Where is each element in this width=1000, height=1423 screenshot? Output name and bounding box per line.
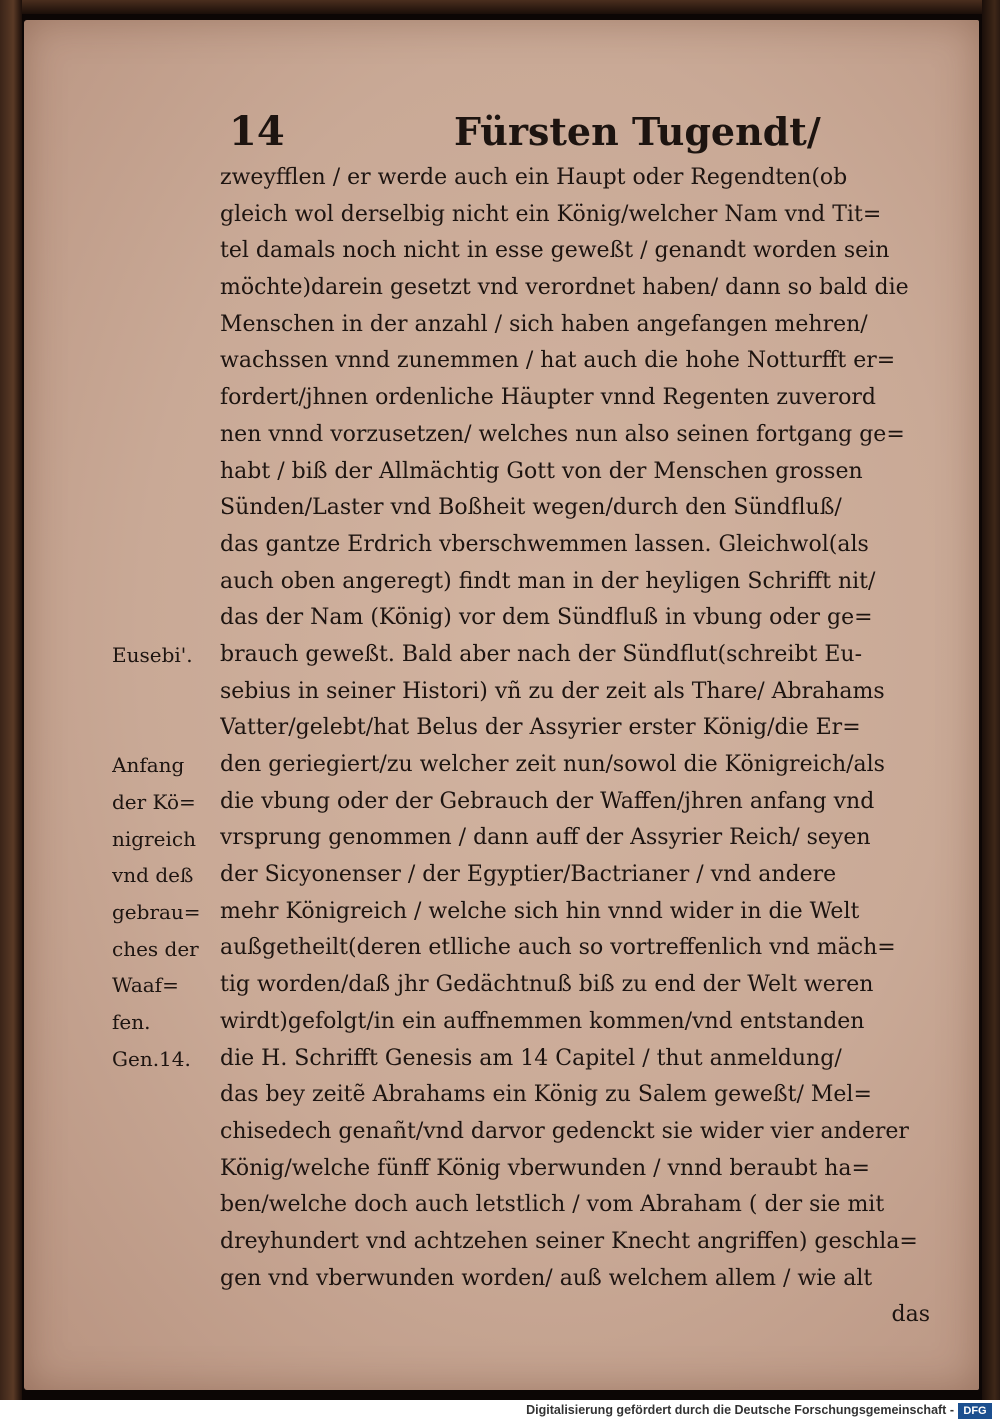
text-line: vrsprung genommen / dann auff der Assyrier Reich/ seyen xyxy=(220,825,871,851)
text-line: wachssen vnnd zunemmen / hat auch die hohe Notturfft er= xyxy=(220,348,896,374)
binding-edge-top xyxy=(0,0,1000,14)
text-line: nen vnnd vorzusetzen/ welches nun also seinen fortgang ge= xyxy=(220,421,905,447)
text-line: fordert/jhnen ordenliche Häupter vnnd Regenten zuverord xyxy=(220,385,876,411)
text-line: gleich wol derselbig nicht ein König/welcher Nam vnd Tit= xyxy=(220,201,882,227)
text-line: brauch geweßt. Bald aber nach der Sündflut(schreibt Eu- xyxy=(220,641,863,667)
binding-edge-left xyxy=(0,0,22,1400)
text-line: tel damals noch nicht in esse geweßt / genandt worden sein xyxy=(220,238,890,264)
running-title: Fürsten Tugendt/ xyxy=(454,109,821,154)
text-line: ben/welche doch auch letstlich / vom Abraham ( der sie mit xyxy=(220,1192,885,1218)
text-line: sebius in seiner Histori) vñ zu der zeit als Thare/ Abrahams xyxy=(220,678,885,704)
text-line: außgetheilt(deren etlliche auch so vortreffenlich vnd mäch= xyxy=(220,935,896,961)
body-text xyxy=(220,160,940,1334)
text-line: das bey zeitẽ Abrahams ein König zu Salem geweßt/ Mel= xyxy=(220,1082,872,1108)
text-line: zweyfflen / er werde auch ein Haupt oder Regendten(ob xyxy=(220,165,848,190)
text-line: gen vnd vberwunden worden/ auß welchem allem / wie alt xyxy=(220,1265,873,1291)
text-line: wirdt)gefolgt/in ein auffnemmen kommen/vnd entstanden xyxy=(220,1008,865,1034)
text-line: König/welche fünff König vberwunden / vnnd beraubt ha= xyxy=(220,1155,870,1181)
margin-note: nigreich xyxy=(112,826,196,851)
text-line: den geriegiert/zu welcher zeit nun/sowol die Königreich/als xyxy=(220,752,885,777)
text-line: die H. Schrifft Genesis am 14 Capitel / thut anmeldung/ xyxy=(220,1045,842,1071)
margin-note: der Kö= xyxy=(112,789,196,814)
margin-note: ches der xyxy=(112,936,199,961)
margin-note: Waaf= xyxy=(112,973,179,998)
text-line: auch oben angeregt) findt man in der heyligen Schrifft nit/ xyxy=(220,568,876,594)
text-line: chisedech genañt/vnd darvor gedenckt sie wider vier anderer xyxy=(220,1118,909,1144)
catchword: das xyxy=(891,1302,930,1328)
margin-note: fen. xyxy=(112,1010,151,1035)
book-page xyxy=(24,20,979,1390)
dfg-logo-icon: DFG xyxy=(958,1403,992,1419)
footer-bar xyxy=(0,1400,1000,1423)
text-line: möchte)darein gesetzt vnd verordnet haben/ dann so bald die xyxy=(220,275,909,301)
text-line: tig worden/daß jhr Gedächtnuß biß zu end der Welt weren xyxy=(220,972,874,998)
margin-note: Gen.14. xyxy=(112,1046,191,1071)
text-line: Sünden/Laster vnd Boßheit wegen/durch den Sündfluß/ xyxy=(220,495,842,521)
text-line: der Sicyonenser / der Egyptier/Bactrianer / vnd andere xyxy=(220,862,837,888)
text-line: mehr Königreich / welche sich hin vnnd wider in die Welt xyxy=(220,898,860,924)
page-number: 14 xyxy=(229,108,285,155)
margin-note: Anfang xyxy=(112,753,185,778)
margin-note: Eusebi'. xyxy=(112,643,193,668)
margin-note: gebrau= xyxy=(112,900,201,924)
text-line: dreyhundert vnd achtzehen seiner Knecht angriffen) geschla= xyxy=(220,1228,918,1254)
text-line: habt / biß der Allmächtig Gott von der Menschen grossen xyxy=(220,458,863,484)
text-line: Vatter/gelebt/hat Belus der Assyrier erster König/die Er= xyxy=(220,715,861,741)
text-line: das gantze Erdrich vberschwemmen lassen. Gleichwol(als xyxy=(220,531,869,557)
text-line: Menschen in der anzahl / sich haben angefangen mehren/ xyxy=(220,311,868,337)
text-line: die vbung oder der Gebrauch der Waffen/jhren anfang vnd xyxy=(220,788,875,814)
binding-edge-right xyxy=(982,0,1000,1400)
footer-credit: Digitalisierung gefördert durch die Deutsche Forschungsgemeinschaft - xyxy=(526,1403,954,1417)
text-line: das der Nam (König) vor dem Sündfluß in vbung oder ge= xyxy=(220,605,873,631)
margin-note: vnd deß xyxy=(112,863,194,888)
